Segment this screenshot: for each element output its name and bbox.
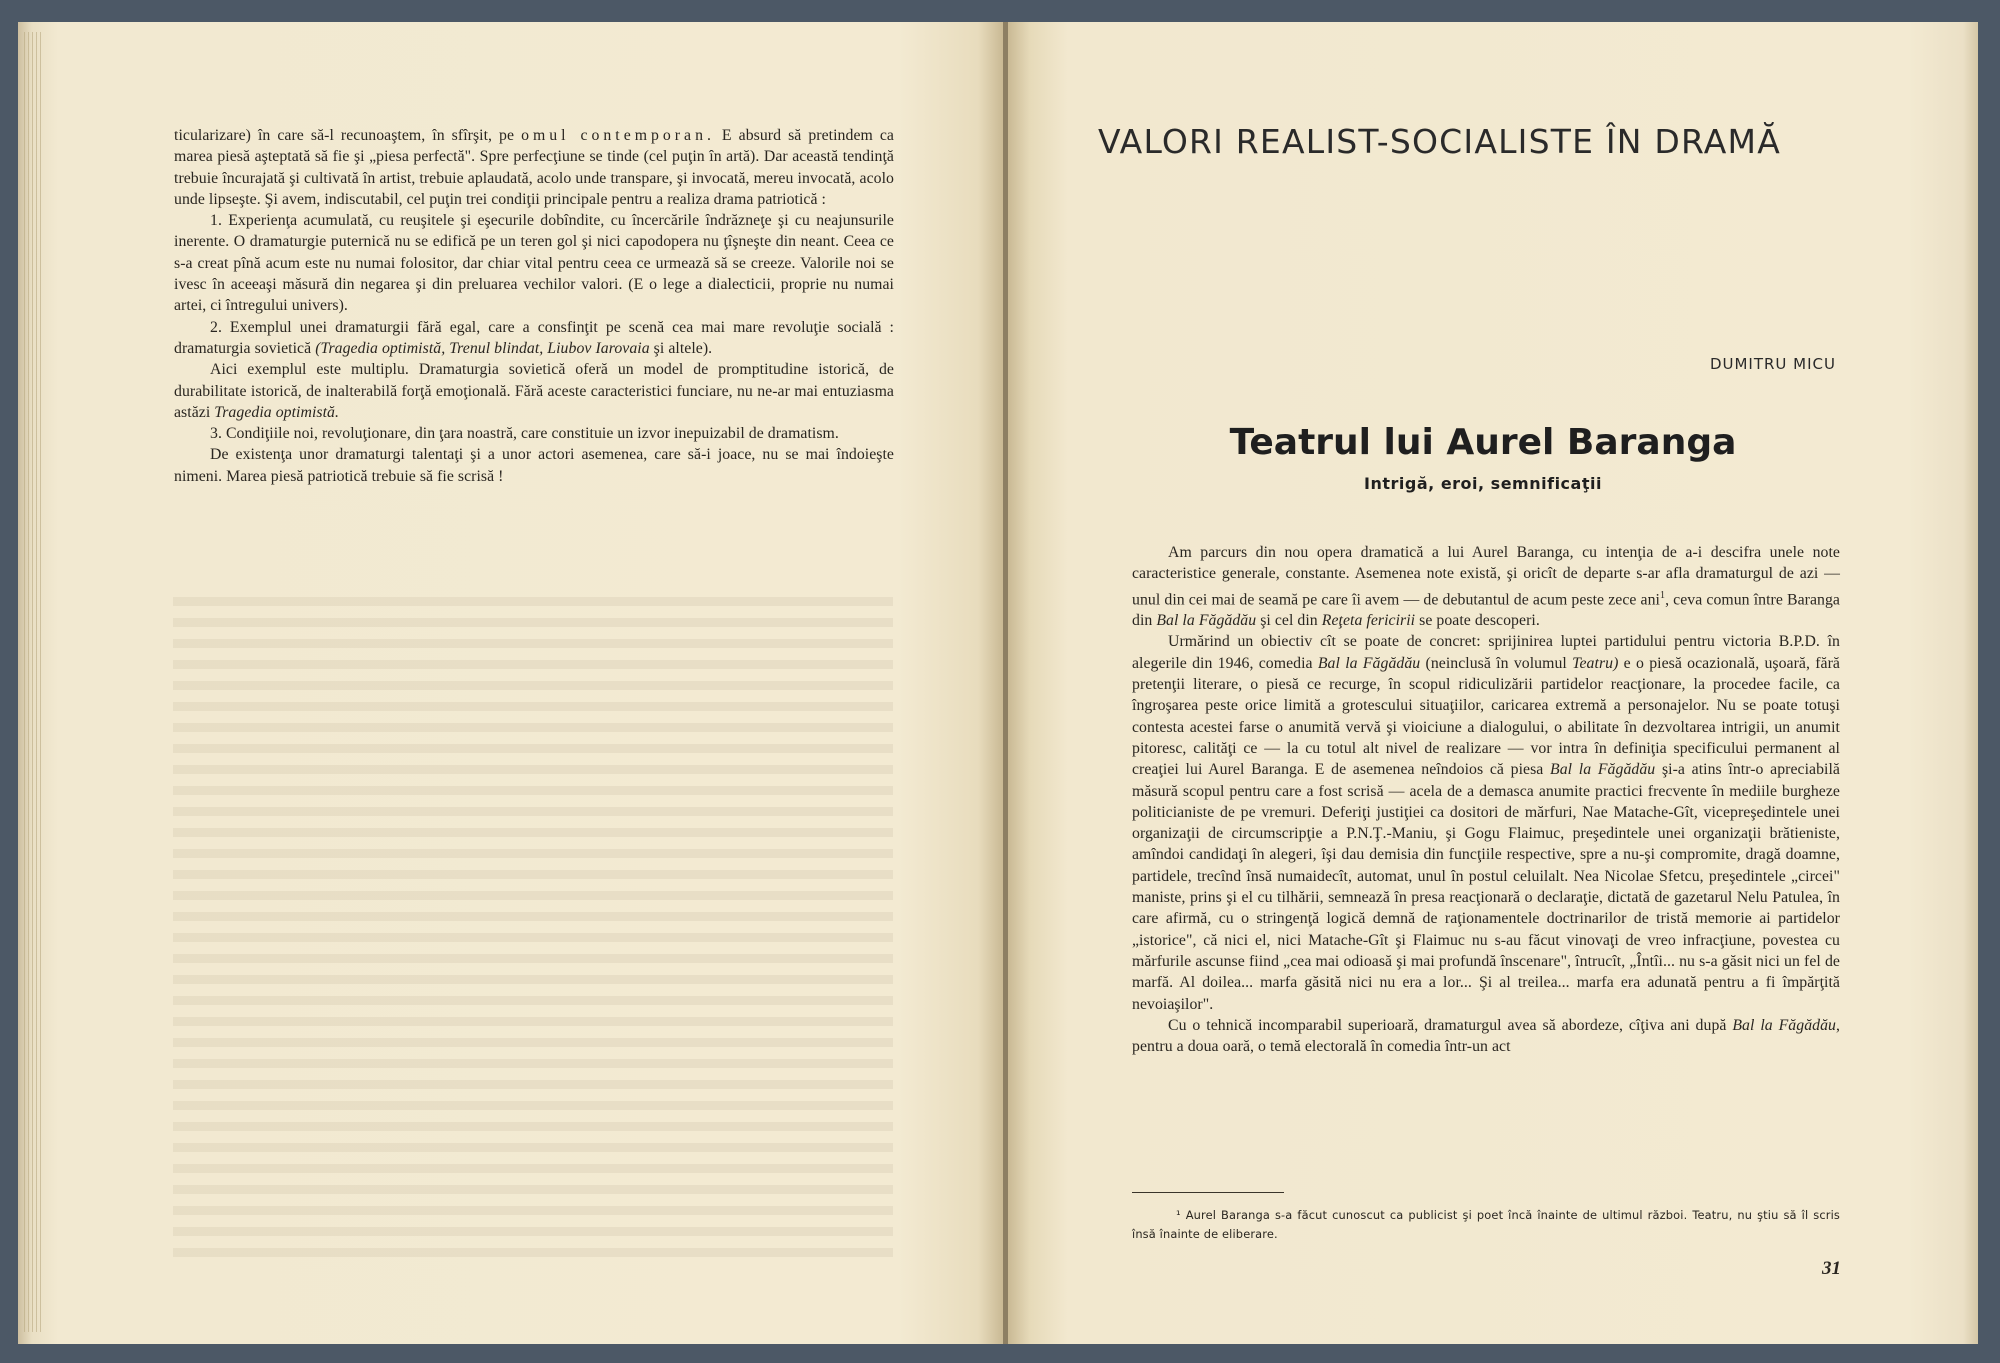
italic-title: Bal la Făgădău	[1550, 761, 1656, 779]
text-run: şi-a atins într-o apreciabilă măsură scopul pentru care a fost scrisă — acela de a demasca anumite practici frecvente în mediile burgheze politicianiste de pe vremuri. Deferiţi justiţiei ca dositori de mărfuri, Nae Matache-Gît, vicepreşedintele unei organizaţii de circumscripţie a P.N.Ţ.-Maniu, şi Gogu Flaimuc, preşedintele unei organizaţii brătieniste, amîndoi candidaţi în alegeri, îşi dau demisia din funcţiile respective, spre a nu-şi compromite, dragă doamne, partidele, trecînd însă numaidecît, automat, unul în postul celuilalt. Nea Nicolae Sfetcu, preşedintele „circei" maniste, prins şi el cu tilhării, semnează în presa reacţionară o declaraţie, dictată de gazetarul Nelu Patulea, în care afirmă, cu o stringenţă logică demnă de raţionamentele doctrinarilor de tristă memorie ai partidelor „istorice", că nici el, nici Matache-Gît şi Flaimuc nu s-au făcut vinovaţi de vreo infracţiune, povestea cu mărfurile ascunse fiind „cea mai odioasă şi mai profundă înscenare", întrucît, „Întîi... nu s-a găsit nici un fel de marfă. Al doilea... marfa găsită nici nu era a lor... Şi al treilea... marfa era adunată pentru a fi împărţită nevoiaşilor".	[1132, 761, 1840, 1013]
left-paragraph: Aici exemplul este multiplu. Dramaturgia sovietică oferă un model de promptitudine istorică, de durabilitate istorică, de inalterabilă forţă emoţională. Fără aceste caracteristici funciare, nu ne-ar mai entuziasma astăzi Tragedia optimistă.	[174, 361, 894, 421]
article-title: Teatrul lui Aurel Baranga	[1229, 422, 1737, 463]
text-run: e o piesă ocazională, uşoară, fără pretenţii literare, o piesă ce recurge, în scopul ridiculizării partidelor reacţionare, la procedee facile, ca îngroşarea peste orice limită a grotescului situaţiilor, caricarea extremă a personajelor. Nu se poate totuşi contesta acestei farse o anumită vervă şi vioiciune a dialogului, o abilitate în dezvoltarea intrigii, un anumit pitoresc, calităţi ce — la cu totul alt nivel de realizare — vor intra în definiţia specificului permanent al creaţiei lui Aurel Baranga. E de asemenea neîndoios că piesa	[1132, 654, 1840, 779]
footnote: ¹ Aurel Baranga s-a făcut cunoscut ca publicist şi poet încă înainte de ultimul război. Teatru, nu ştiu să îl scris însă înainte de eliberare.	[1132, 1208, 1840, 1241]
italic-title: Tragedia optimistă.	[214, 403, 339, 421]
italic-title: Bal la Făgădău	[1156, 612, 1257, 630]
text-run: (neinclusă în volumul	[1420, 654, 1573, 672]
text-run: Urmărind un obiectiv cît se poate de concret: sprijinirea luptei partidului pentru victoria B.P.D. în alegerile din 1946, comedia	[1132, 633, 1840, 672]
page-number: 31	[1822, 1258, 1841, 1279]
italic-title: Bal la Făgădău	[1732, 1016, 1836, 1034]
text-run: şi cel din	[1256, 612, 1322, 630]
left-paragraph: 3. Condiţiile noi, revoluţionare, din ţara noastră, care constituie un izvor inepuizabil de dramatism.	[210, 425, 839, 443]
left-page-body	[174, 125, 894, 487]
book-spread	[18, 22, 1978, 1344]
show-through-text	[173, 597, 893, 1257]
italic-title: Teatru)	[1572, 654, 1619, 672]
section-title: VALORI REALIST-SOCIALISTE ÎN DRAMĂ	[1098, 122, 1781, 161]
text-run: , ceva comun între Baranga din	[1132, 590, 1840, 630]
text-run: se poate descoperi.	[1415, 612, 1540, 630]
emphasis-spaced-text: omul contemporan.	[521, 127, 715, 144]
left-paragraph: 2. Exemplul unei dramaturgii fără egal, care a consfinţit pe scenă cea mai mare revoluţie socială : dramaturgia sovietică (Tragedia optimistă, Trenul blindat, Liubov Iarovaia şi altele).	[174, 318, 894, 357]
text-run: Am parcurs din nou opera dramatică a lui Aurel Baranga, cu intenţia de a-i descifra unele note caracteristice generale, constante. Asemenea note există, şi oricît de departe s-ar afla dramaturgul de azi — unul din cei mai de seamă pe care îi avem — de debutantul de acum peste zece ani	[1132, 544, 1840, 608]
article-paragraph	[1132, 1015, 1840, 1058]
left-paragraph: De existenţa unor dramaturgi talentaţi şi a unor actori asemenea, care să-i joace, nu se mai îndoieşte nimeni. Marea piesă patriotică trebuie să fie scrisă !	[174, 446, 894, 485]
left-paragraph: 1. Experienţa acumulată, cu reuşitele şi eşecurile dobîndite, cu încercările îndrăzneţe şi cu neajunsurile inerente. O dramaturgie puternică nu se edifică pe un teren gol şi nici capodopera nu ţîşneşte din neant. Ceea ce s-a creat pînă acum este nu numai folositor, dar chiar vital pentru ceea ce urmează să se creeze. Valorile noi se ivesc în aceeaşi măsură din negarea şi din preluarea vechilor valori. (E o lege a dialecticii, proprie nu numai artei, ci întregului univers).	[174, 212, 894, 315]
text-run: , pentru a doua oară, o temă electorală în comedia într-un act	[1132, 1016, 1840, 1056]
article-paragraph	[1132, 542, 1840, 631]
page-edge-lines	[24, 32, 42, 1332]
article-paragraph	[1132, 631, 1840, 1014]
footnote-marker: 1	[1660, 589, 1666, 601]
text-run: Cu o tehnică incomparabil superioară, dramaturgul avea să abordeze, cîţiva ani după	[1168, 1016, 1733, 1034]
right-page-body	[1132, 542, 1840, 1057]
italic-titles: (Tragedia optimistă, Trenul blindat, Liubov Iarovaia	[315, 339, 650, 357]
article-author: DUMITRU MICU	[1709, 355, 1836, 373]
right-page	[1008, 22, 1978, 1344]
footnote-rule	[1132, 1192, 1284, 1193]
article-subtitle: Intrigă, eroi, semnificaţii	[1364, 474, 1602, 493]
italic-title: Reţeta fericirii	[1321, 612, 1416, 630]
left-paragraph: ticularizare) în care să-l recunoaştem, în sfîrşit, pe omul contemporan. E absurd să pretindem ca marea piesă aşteptată să fie şi „piesa perfectă". Spre perfecţiune se tinde (cel puţin în artă). Dar această tendinţă trebuie încurajată şi cultivată în artist, trebuie aplaudată, acolo unde transpare, şi invocată, mereu invocată, acolo unde lipseşte. Şi avem, indiscutabil, cel puţin trei condiţii principale pentru a realiza drama patriotică :	[174, 127, 894, 208]
left-page	[18, 22, 1003, 1344]
italic-title: Bal la Făgădău	[1317, 654, 1421, 672]
